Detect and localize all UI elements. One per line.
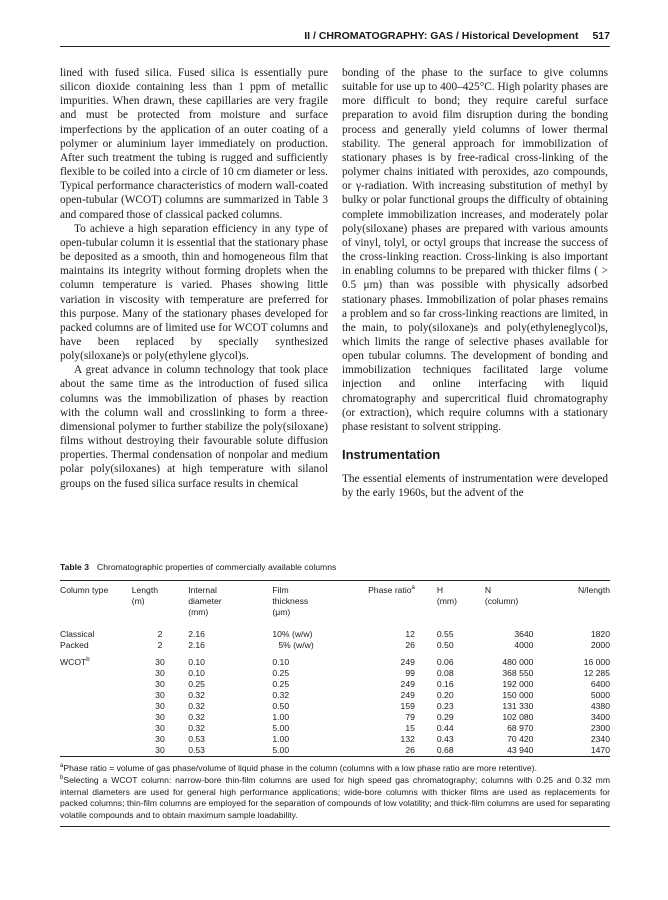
cell-length: 30 xyxy=(155,701,165,711)
cell-n: 131 330 xyxy=(502,701,534,711)
table-label: Table 3 xyxy=(60,562,89,572)
cell-film: 0.25 xyxy=(272,679,290,689)
cell-column-type xyxy=(60,701,132,712)
cell-diameter: 0.10 xyxy=(188,657,205,667)
cell-column-type: Classical xyxy=(60,629,95,639)
cell-diameter: 0.32 xyxy=(188,723,205,733)
table-row xyxy=(60,690,610,701)
cell-n-length: 2000 xyxy=(590,640,610,650)
cell-column-type: WCOT$^b$ xyxy=(60,657,90,667)
cell-phase-ratio: 159 xyxy=(400,701,415,711)
table-caption-text: Chromatographic properties of commercially available columns xyxy=(96,562,337,572)
cell-n: 102 080 xyxy=(502,712,534,722)
cell-length: 30 xyxy=(155,712,165,722)
running-header xyxy=(60,30,610,42)
cell-n-length: 4380 xyxy=(590,701,610,711)
cell-n-length: 16 000 xyxy=(583,657,610,667)
header-column-type: Column type xyxy=(60,585,109,595)
cell-film: 5% (w/w) xyxy=(278,640,314,650)
cell-diameter: 2.16 xyxy=(188,629,205,639)
cell-h: 0.23 xyxy=(436,701,454,711)
cell-film: 0.25 xyxy=(272,668,290,678)
cell-length: 30 xyxy=(155,723,165,733)
section-heading: Instrumentation xyxy=(342,447,441,463)
cell-column-type xyxy=(60,723,132,734)
cell-column-type: Packed xyxy=(60,640,89,650)
cell-film: 1.00 xyxy=(272,712,290,722)
cell-n-length: 1470 xyxy=(590,745,610,755)
paragraph: The essential elements of instrumentation were developed by the early 1960s, but the advent of the xyxy=(342,473,608,500)
cell-h: 0.08 xyxy=(436,668,454,678)
cell-diameter: 0.10 xyxy=(188,668,205,678)
cell-diameter: 0.32 xyxy=(188,712,205,722)
cell-film: 5.00 xyxy=(272,745,290,755)
cell-diameter: 0.53 xyxy=(188,734,205,744)
cell-length: 30 xyxy=(155,668,165,678)
cell-phase-ratio: 99 xyxy=(405,668,415,678)
cell-phase-ratio: 12 xyxy=(405,629,415,639)
cell-length: 30 xyxy=(155,690,165,700)
cell-n: 3640 xyxy=(514,629,534,639)
cell-n: 192 000 xyxy=(502,679,534,689)
cell-n-length: 5000 xyxy=(590,690,610,700)
table-end-rule xyxy=(60,826,610,827)
cell-n: 43 940 xyxy=(507,745,534,755)
cell-diameter: 2.16 xyxy=(188,640,205,650)
cell-n-length: 6400 xyxy=(590,679,610,689)
cell-length: 30 xyxy=(155,657,165,667)
cell-column-type xyxy=(60,690,132,701)
cell-h: 0.29 xyxy=(436,712,454,722)
table-row xyxy=(60,668,610,679)
cell-phase-ratio: 132 xyxy=(400,734,415,744)
table-footnotes xyxy=(60,763,610,822)
table-caption xyxy=(60,562,610,572)
header-n-per-length: N/length xyxy=(577,585,610,595)
cell-n-length: 3400 xyxy=(590,712,610,722)
paragraph: To achieve a high separation efficiency in any type of open-tubular column it is essential that the stationary phase be deposited as a smooth, thin and homogeneous film that maintains its integrity without forming droplets when the column temperature is varied. Phases showing little variation in viscosity with temperature are preferred for this purpose. Many of the stationary phases developed for packed columns are of limited use for WCOT columns and have been replaced by specially synthesized poly(siloxane)s or poly(ethylene glycol)s. xyxy=(60,222,328,363)
cell-n-length: 12 285 xyxy=(583,668,610,678)
cell-film: 0.50 xyxy=(272,701,290,711)
cell-n: 368 550 xyxy=(502,668,534,678)
cell-diameter: 0.25 xyxy=(188,679,205,689)
cell-column-type xyxy=(60,734,132,745)
table-bottom-rule xyxy=(60,756,610,757)
cell-length: 2 xyxy=(157,640,163,650)
cell-length: 30 xyxy=(155,734,165,744)
cell-film: 5.00 xyxy=(272,723,290,733)
header-film-thickness: Film thickness (μm) xyxy=(272,585,309,617)
cell-h: 0.16 xyxy=(436,679,454,689)
cell-phase-ratio: 26 xyxy=(405,640,415,650)
header-phase-ratio: Phase ratio$^a$ xyxy=(368,585,415,595)
header-rule xyxy=(60,46,610,47)
header-internal-diameter: Internal diameter (mm) xyxy=(188,585,222,617)
cell-n: 70 420 xyxy=(507,734,534,744)
cell-h: 0.06 xyxy=(436,657,454,667)
cell-column-type xyxy=(60,745,132,756)
table-row xyxy=(60,745,610,756)
header-n: N (column) xyxy=(484,585,519,606)
table-row xyxy=(60,679,610,690)
footnote-b: $^b$Selecting a WCOT column: narrow-bore thin-film columns are used for high speed gas chromatography; columns with 0.25 and 0.32 mm internal diameters are used for general high performance applications; wide-bore columns with thicker films are used as replacements for packed columns; thin-film columns are employed for the separation of compounds of low volatility; and thick-film columns are used for separating volatile compounds and to obtain maximum sample loadability. xyxy=(60,774,610,821)
table-body xyxy=(60,623,610,756)
cell-diameter: 0.32 xyxy=(188,701,205,711)
right-column xyxy=(342,66,608,501)
cell-n: 150 000 xyxy=(502,690,534,700)
page-number: 517 xyxy=(592,30,610,42)
cell-film: 0.32 xyxy=(272,690,290,700)
cell-column-type xyxy=(60,668,132,679)
cell-n: 480 000 xyxy=(502,657,534,667)
cell-n-length: 2300 xyxy=(590,723,610,733)
section-title: II / CHROMATOGRAPHY: GAS / Historical Development xyxy=(304,30,579,42)
table-row xyxy=(60,651,610,668)
cell-phase-ratio: 249 xyxy=(400,690,415,700)
cell-h: 0.20 xyxy=(436,690,454,700)
cell-h: 0.55 xyxy=(436,629,454,639)
table-row xyxy=(60,712,610,723)
paragraph: bonding of the phase to the surface to give columns suitable for use up to 400–425°C. High polarity phases are more difficult to bond; they require careful surface preparation to avoid film disruption during the bonding process and generally yield columns of lower thermal stability. The general approach for immobilization of stationary phases is by free-radical cross-linking of the polymer chains initiated with peroxides, azo compounds, or γ-radiation. With increasing substitution of methyl by bulky or polar functional groups the difficulty of obtaining complete immobilization increases, and moderately polar poly(siloxane) phases are prepared with various amounts of vinyl, tolyl, or octyl groups that increase the success of the cross-linking reaction. Cross-linking is also important in enabling columns to be prepared with thicker films ( > 0.5 μm) than was possible with physically adsorbed stationary phases. Immobilization of polar phases remains a problem and so far cross-linking reactions are limited, in the main, to poly(siloxane)s and poly(ethyleneglycol)s, which limits the range of selective phases available for open tubular columns. The development of bonding and immobilization techniques facilitated large volume injection and online interfacing with liquid chromatography and supercritical fluid chromatography (or extraction), which require columns with a stationary phase resistant to solvent stripping. xyxy=(342,67,608,433)
header-h: H (mm) xyxy=(436,585,457,606)
cell-phase-ratio: 79 xyxy=(405,712,415,722)
table-row xyxy=(60,640,610,651)
cell-h: 0.68 xyxy=(436,745,454,755)
header-length: Length (m) xyxy=(131,585,158,606)
cell-phase-ratio: 249 xyxy=(400,679,415,689)
cell-diameter: 0.53 xyxy=(188,745,205,755)
cell-h: 0.50 xyxy=(436,640,454,650)
table-row xyxy=(60,723,610,734)
table-3 xyxy=(60,562,610,827)
table-row xyxy=(60,734,610,745)
footnote-a: $^a$Phase ratio = volume of gas phase/volume of liquid phase in the column (columns with a low phase ratio are more retentive). xyxy=(60,763,537,773)
cell-n-length: 1820 xyxy=(590,629,610,639)
cell-phase-ratio: 15 xyxy=(405,723,415,733)
cell-film: 0.10 xyxy=(272,657,290,667)
cell-column-type xyxy=(60,679,132,690)
cell-n: 4000 xyxy=(514,640,534,650)
cell-film: 1.00 xyxy=(272,734,290,744)
table-row xyxy=(60,623,610,640)
properties-table xyxy=(60,581,610,756)
table-row xyxy=(60,701,610,712)
cell-length: 30 xyxy=(155,679,165,689)
table-header-row xyxy=(60,581,610,623)
cell-h: 0.44 xyxy=(436,723,454,733)
cell-diameter: 0.32 xyxy=(188,690,205,700)
cell-phase-ratio: 26 xyxy=(405,745,415,755)
cell-length: 30 xyxy=(155,745,165,755)
left-column xyxy=(60,66,328,491)
cell-film: 10% (w/w) xyxy=(272,629,313,639)
cell-column-type xyxy=(60,712,132,723)
cell-length: 2 xyxy=(157,629,163,639)
paragraph: lined with fused silica. Fused silica is essentially pure silicon dioxide containing less than 1 ppm of metallic impurities. When drawn, these capillaries are very fragile and must be protected from moisture and surface imperfections by the application of an outer coating of a polymer or aluminium layer immediately on production. After such treatment the tubing is rugged and sufficiently flexible to be coiled into a circle of 10 cm diameter or less. Typical performance characteristics of modern wall-coated open-tubular (WCOT) columns are summarized in Table 3 and compared those of classical packed columns. xyxy=(60,67,328,221)
paragraph: A great advance in column technology that took place about the same time as the introduction of fused silica columns was the immobilization of phases by reaction with the column wall and crosslinking to form a three-dimensional polymer to further stabilize the poly(siloxane) films without destroying their favourable solute diffusion properties. Thermal condensation of nonpolar and medium polar poly(siloxanes) at high temperature with silanol groups on the fused silica surface results in chemical xyxy=(60,364,328,490)
cell-n: 68 970 xyxy=(507,723,534,733)
cell-n-length: 2340 xyxy=(590,734,610,744)
cell-h: 0.43 xyxy=(436,734,454,744)
cell-phase-ratio: 249 xyxy=(400,657,415,667)
